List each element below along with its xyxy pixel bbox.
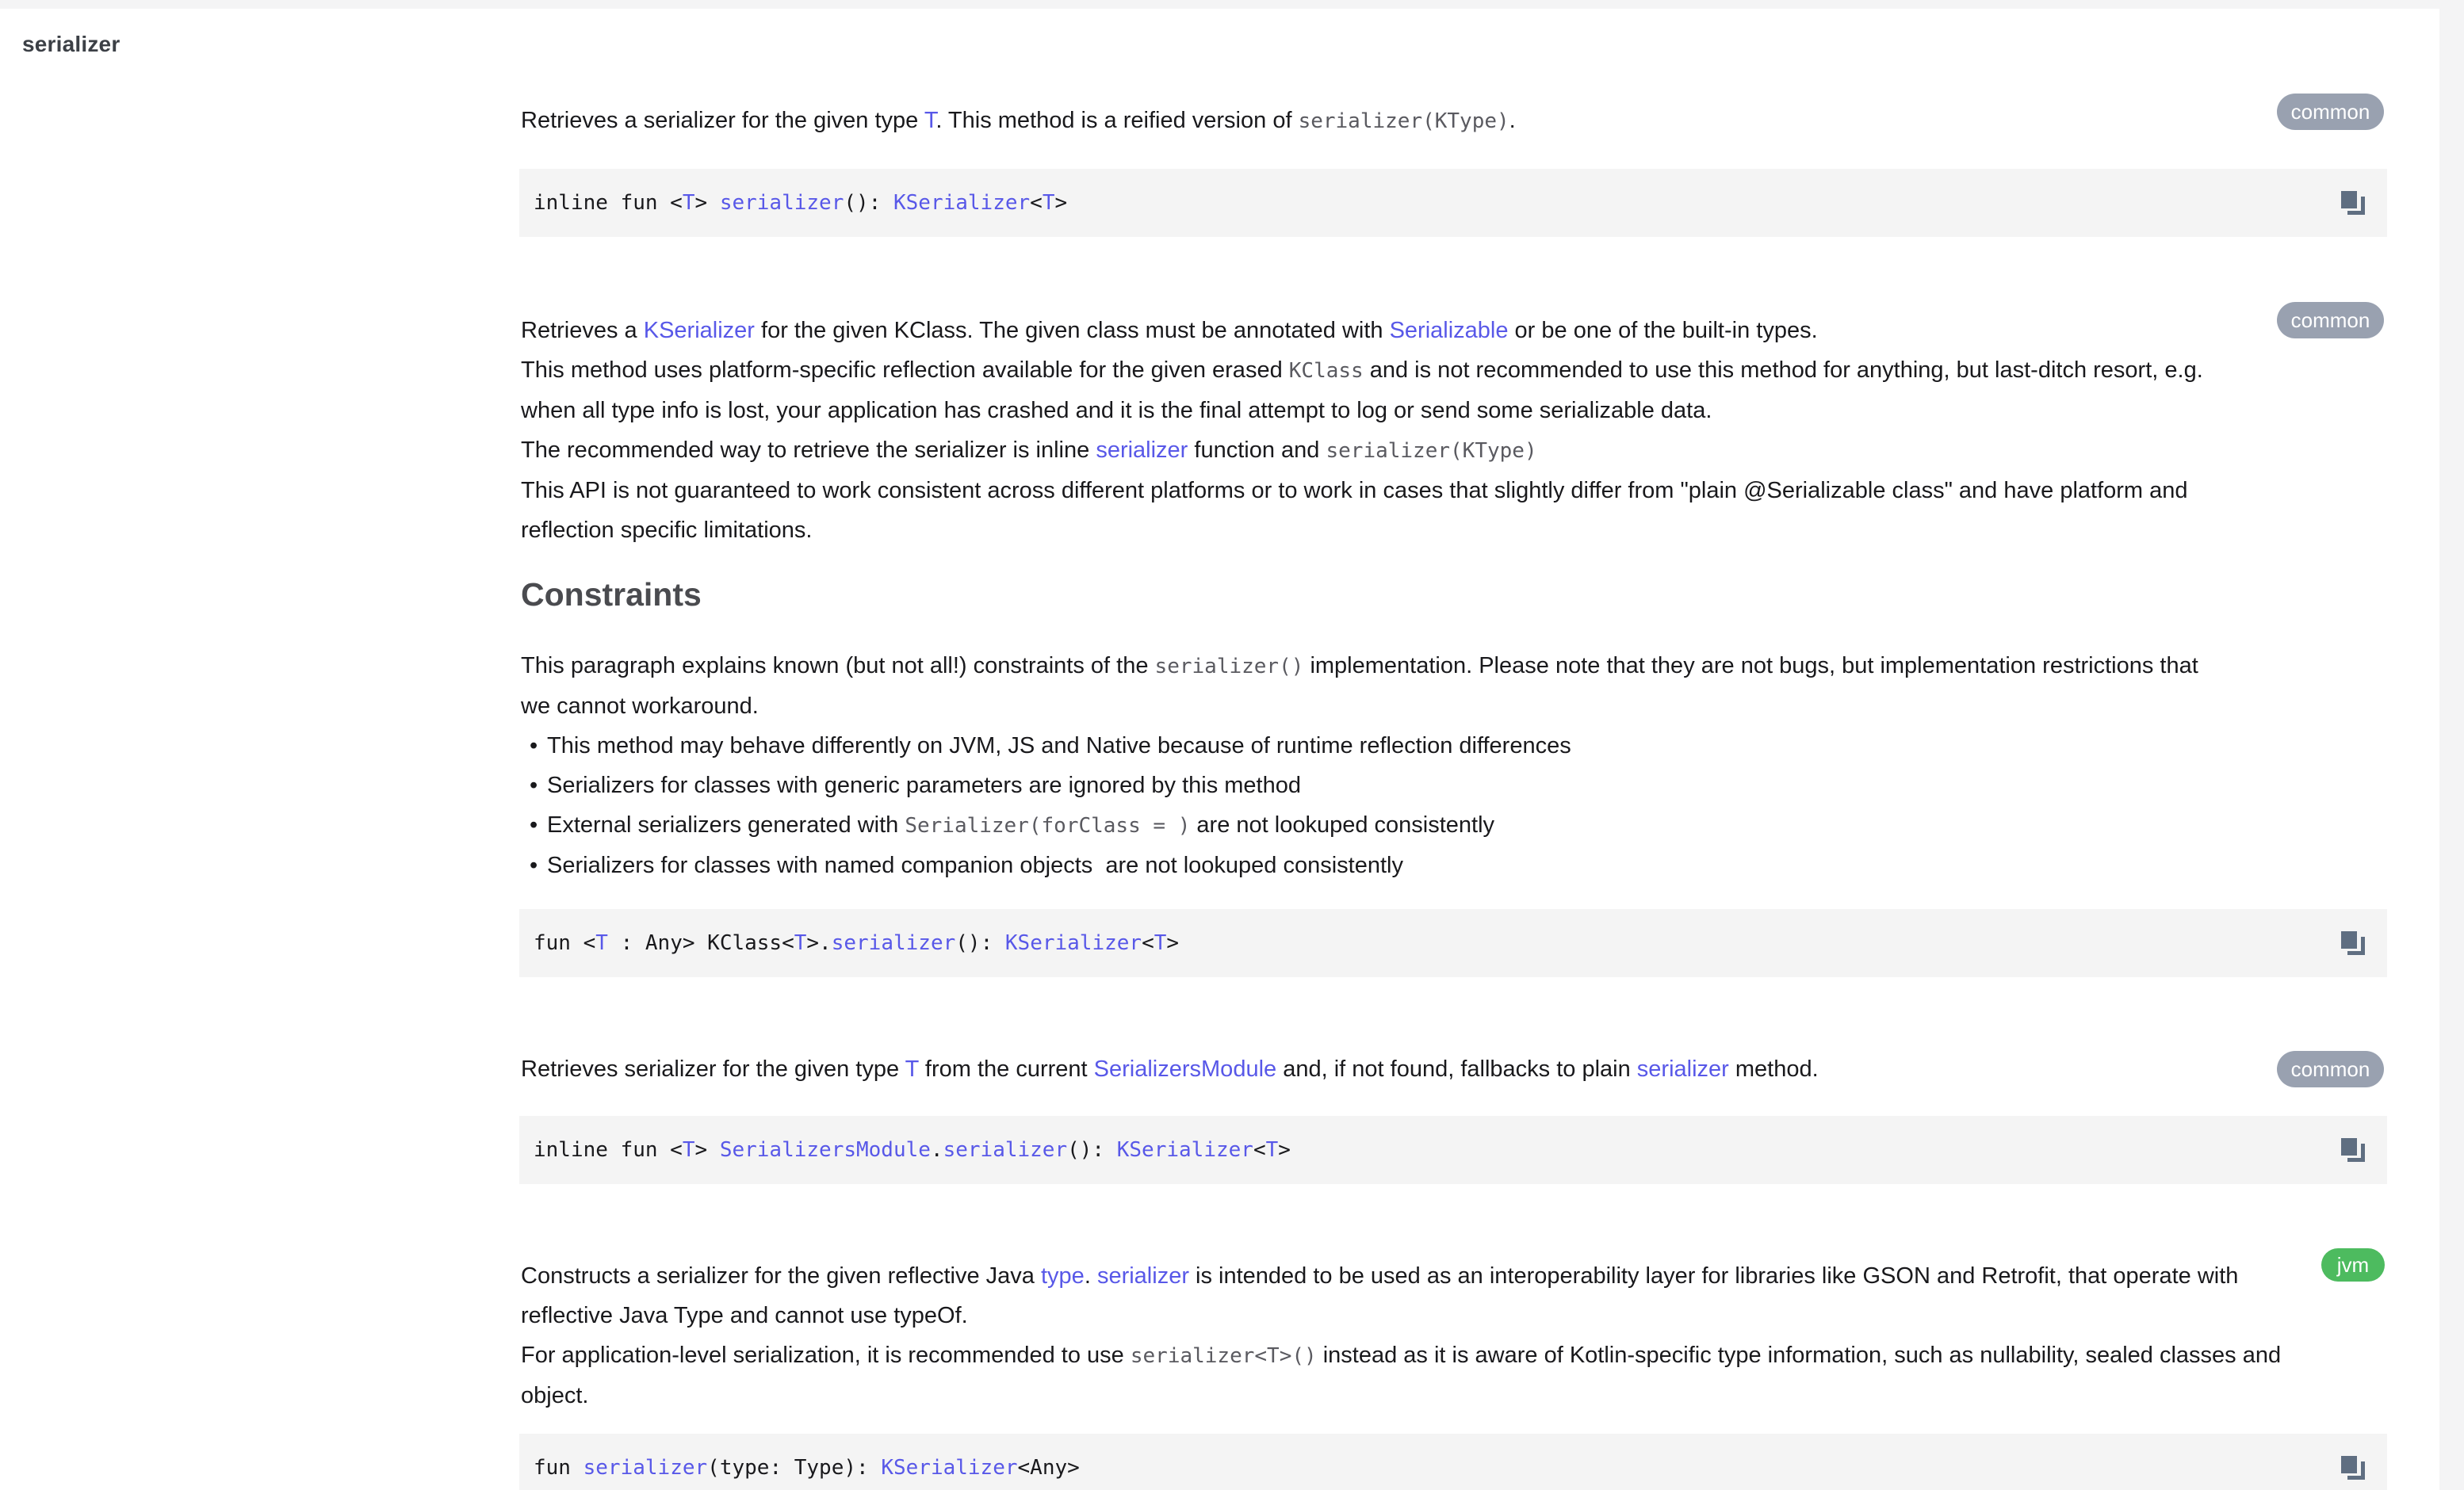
text-segment: > (1166, 931, 1180, 955)
platform-badge-jvm: jvm (2321, 1248, 2385, 1282)
doc-link[interactable]: T (682, 1138, 695, 1162)
platform-badge-common: common (2277, 1051, 2384, 1087)
doc-link[interactable]: serializer (719, 191, 844, 215)
text-segment: or be one of the built-in types. (1508, 318, 1818, 343)
copy-button[interactable] (2341, 1137, 2366, 1163)
text-segment: when all type info is lost, your application has crashed and it is the final attempt to log or send some serializable data. (521, 398, 1712, 423)
text-segment: Constructs a serializer for the given reflective Java (521, 1263, 1041, 1289)
text-segment: (): (844, 191, 893, 215)
doc-link[interactable]: T (794, 931, 807, 955)
text-segment: fun (534, 1456, 583, 1480)
doc-link[interactable]: SerializersModule (1093, 1056, 1277, 1082)
text-segment: < (1030, 191, 1043, 215)
doc-link[interactable]: KSerializer (881, 1456, 1018, 1480)
text-segment: . (930, 1138, 943, 1162)
text-segment: from the current (918, 1056, 1094, 1082)
text-segment: . This method is a reified version of (935, 108, 1299, 133)
code-signature (534, 1456, 1080, 1480)
s1-description (521, 101, 1516, 141)
text-segment: . (1509, 108, 1516, 133)
list-item (523, 805, 1571, 846)
text-segment: : Any> KClass< (607, 931, 794, 955)
text-segment: Serializers for classes with named companion objects are not lookuped consistently (547, 853, 1403, 878)
text-segment: > (1054, 191, 1068, 215)
s4-signature-block (519, 1434, 2387, 1490)
paragraph-line (521, 1335, 2281, 1376)
text-segment: This method may behave differently on JVM, JS and Native because of runtime reflection differences (547, 733, 1571, 758)
list-item (523, 726, 1571, 766)
copy-button[interactable] (2341, 1455, 2366, 1480)
inline-code: serializer() (1154, 655, 1304, 678)
text-segment: External serializers generated with (547, 812, 905, 838)
text-segment: reflective Java Type and cannot use typeOf. (521, 1303, 968, 1328)
s3-description (521, 1049, 1819, 1089)
text-segment: and is not recommended to use this method for anything, but last-ditch resort, e.g. (1363, 357, 2203, 383)
platform-badge-common: common (2277, 94, 2384, 130)
text-segment: and, if not found, fallbacks to plain (1276, 1056, 1637, 1082)
doc-link[interactable]: type (1041, 1263, 1085, 1289)
doc-link[interactable]: KSerializer (1004, 931, 1142, 955)
text-segment: inline fun < (534, 191, 683, 215)
paragraph-line (521, 350, 2203, 391)
list-item (523, 846, 1571, 885)
paragraph-line (521, 510, 2203, 550)
text-segment: implementation. Please note that they are not bugs, but implementation restrictions that (1303, 653, 2198, 678)
paragraph-line (521, 471, 2203, 510)
paragraph-line (521, 1256, 2281, 1296)
window-top-edge (0, 0, 2464, 9)
copy-icon (2341, 1137, 2366, 1163)
paragraph-line (521, 1296, 2281, 1335)
s2-description (521, 311, 2203, 550)
text-segment: This API is not guaranteed to work consistent across different platforms or to work in cases that slightly differ from "plain @Serializable class" and have platform and (521, 478, 2188, 503)
text-segment: >. (806, 931, 832, 955)
paragraph-line (521, 430, 2203, 471)
doc-link[interactable]: serializer (943, 1138, 1068, 1162)
text-segment: < (1142, 931, 1154, 955)
code-signature (534, 191, 1067, 215)
paragraph-line (521, 1049, 1819, 1089)
paragraph-line (521, 1376, 2281, 1416)
doc-link[interactable]: KSerializer (643, 318, 755, 343)
text-segment: This paragraph explains known (but not all!) constraints of the (521, 653, 1155, 678)
doc-link[interactable]: serializer (1096, 437, 1188, 463)
doc-link[interactable]: T (905, 1056, 919, 1082)
text-segment: Retrieves a (521, 318, 644, 343)
paragraph-line (521, 686, 2198, 726)
text-segment: > (694, 1138, 720, 1162)
code-signature (534, 1138, 1291, 1162)
doc-link[interactable]: T (595, 931, 608, 955)
text-segment: The recommended way to retrieve the serializer is inline (521, 437, 1096, 463)
constraints-list (523, 726, 1571, 885)
text-segment: For application-level serialization, it is recommended to use (521, 1343, 1131, 1368)
list-item (523, 766, 1571, 805)
inline-code: KClass (1288, 359, 1364, 383)
text-segment: fun < (534, 931, 596, 955)
doc-link[interactable]: serializer (831, 931, 956, 955)
copy-icon (2341, 1455, 2366, 1480)
doc-link[interactable]: T (682, 191, 695, 215)
text-segment: <Any> (1017, 1456, 1080, 1480)
text-segment: we cannot workaround. (521, 693, 759, 719)
doc-link[interactable]: Serializable (1389, 318, 1509, 343)
doc-link[interactable]: serializer (583, 1456, 708, 1480)
text-segment: object. (521, 1383, 589, 1408)
s2-signature-block (519, 909, 2387, 977)
paragraph-line (521, 101, 1516, 141)
doc-link[interactable]: serializer (1636, 1056, 1729, 1082)
platform-badge-common: common (2277, 302, 2384, 338)
constraints-heading: Constraints (521, 576, 702, 613)
doc-link[interactable]: T (924, 108, 936, 133)
constraints-paragraph (521, 646, 2198, 726)
paragraph-line (521, 646, 2198, 686)
s4-description (521, 1256, 2281, 1416)
text-segment: < (1253, 1138, 1266, 1162)
text-segment: is intended to be used as an interoperability layer for libraries like GSON and Retrofit, that operate with (1188, 1263, 2239, 1289)
text-segment: instead as it is aware of Kotlin-specific type information, such as nullability, sealed classes and (1316, 1343, 2282, 1368)
text-segment: This method uses platform-specific reflection available for the given erased (521, 357, 1289, 383)
text-segment: function and (1188, 437, 1326, 463)
inline-code: Serializer(forClass = ) (905, 814, 1191, 838)
text-segment: (): (955, 931, 1005, 955)
text-segment: reflection specific limitations. (521, 518, 813, 543)
page-background-edge (2439, 0, 2464, 1490)
copy-button[interactable] (2341, 190, 2366, 216)
text-segment: (): (1067, 1138, 1117, 1162)
doc-link[interactable]: KSerializer (1116, 1138, 1253, 1162)
doc-link[interactable]: T (1154, 931, 1167, 955)
text-segment: inline fun < (534, 1138, 683, 1162)
text-segment: . (1084, 1263, 1097, 1289)
text-segment: Retrieves serializer for the given type (521, 1056, 905, 1082)
copy-button[interactable] (2341, 930, 2366, 956)
doc-link[interactable]: SerializersModule (719, 1138, 931, 1162)
inline-code: serializer(KType) (1298, 109, 1509, 133)
text-segment: > (694, 191, 720, 215)
s3-signature-block (519, 1116, 2387, 1184)
copy-icon (2341, 190, 2366, 216)
doc-link[interactable]: T (1265, 1138, 1279, 1162)
copy-icon (2341, 930, 2366, 956)
doc-link[interactable]: KSerializer (893, 191, 1031, 215)
page-title: serializer (22, 32, 121, 56)
paragraph-line (521, 391, 2203, 430)
doc-link[interactable]: T (1042, 191, 1055, 215)
code-signature (534, 931, 1179, 955)
text-segment: > (1278, 1138, 1291, 1162)
s1-signature-block (519, 169, 2387, 237)
inline-code: serializer<T>() (1130, 1344, 1317, 1368)
text-segment: Serializers for classes with generic parameters are ignored by this method (547, 773, 1301, 798)
text-segment: method. (1728, 1056, 1819, 1082)
doc-link[interactable]: serializer (1096, 1263, 1189, 1289)
inline-code: serializer(KType) (1326, 439, 1537, 463)
text-segment: for the given KClass. The given class must be annotated with (754, 318, 1390, 343)
text-segment: (type: Type): (707, 1456, 882, 1480)
paragraph-line (521, 311, 2203, 350)
text-segment: are not lookuped consistently (1190, 812, 1495, 838)
text-segment: Retrieves a serializer for the given type (521, 108, 924, 133)
